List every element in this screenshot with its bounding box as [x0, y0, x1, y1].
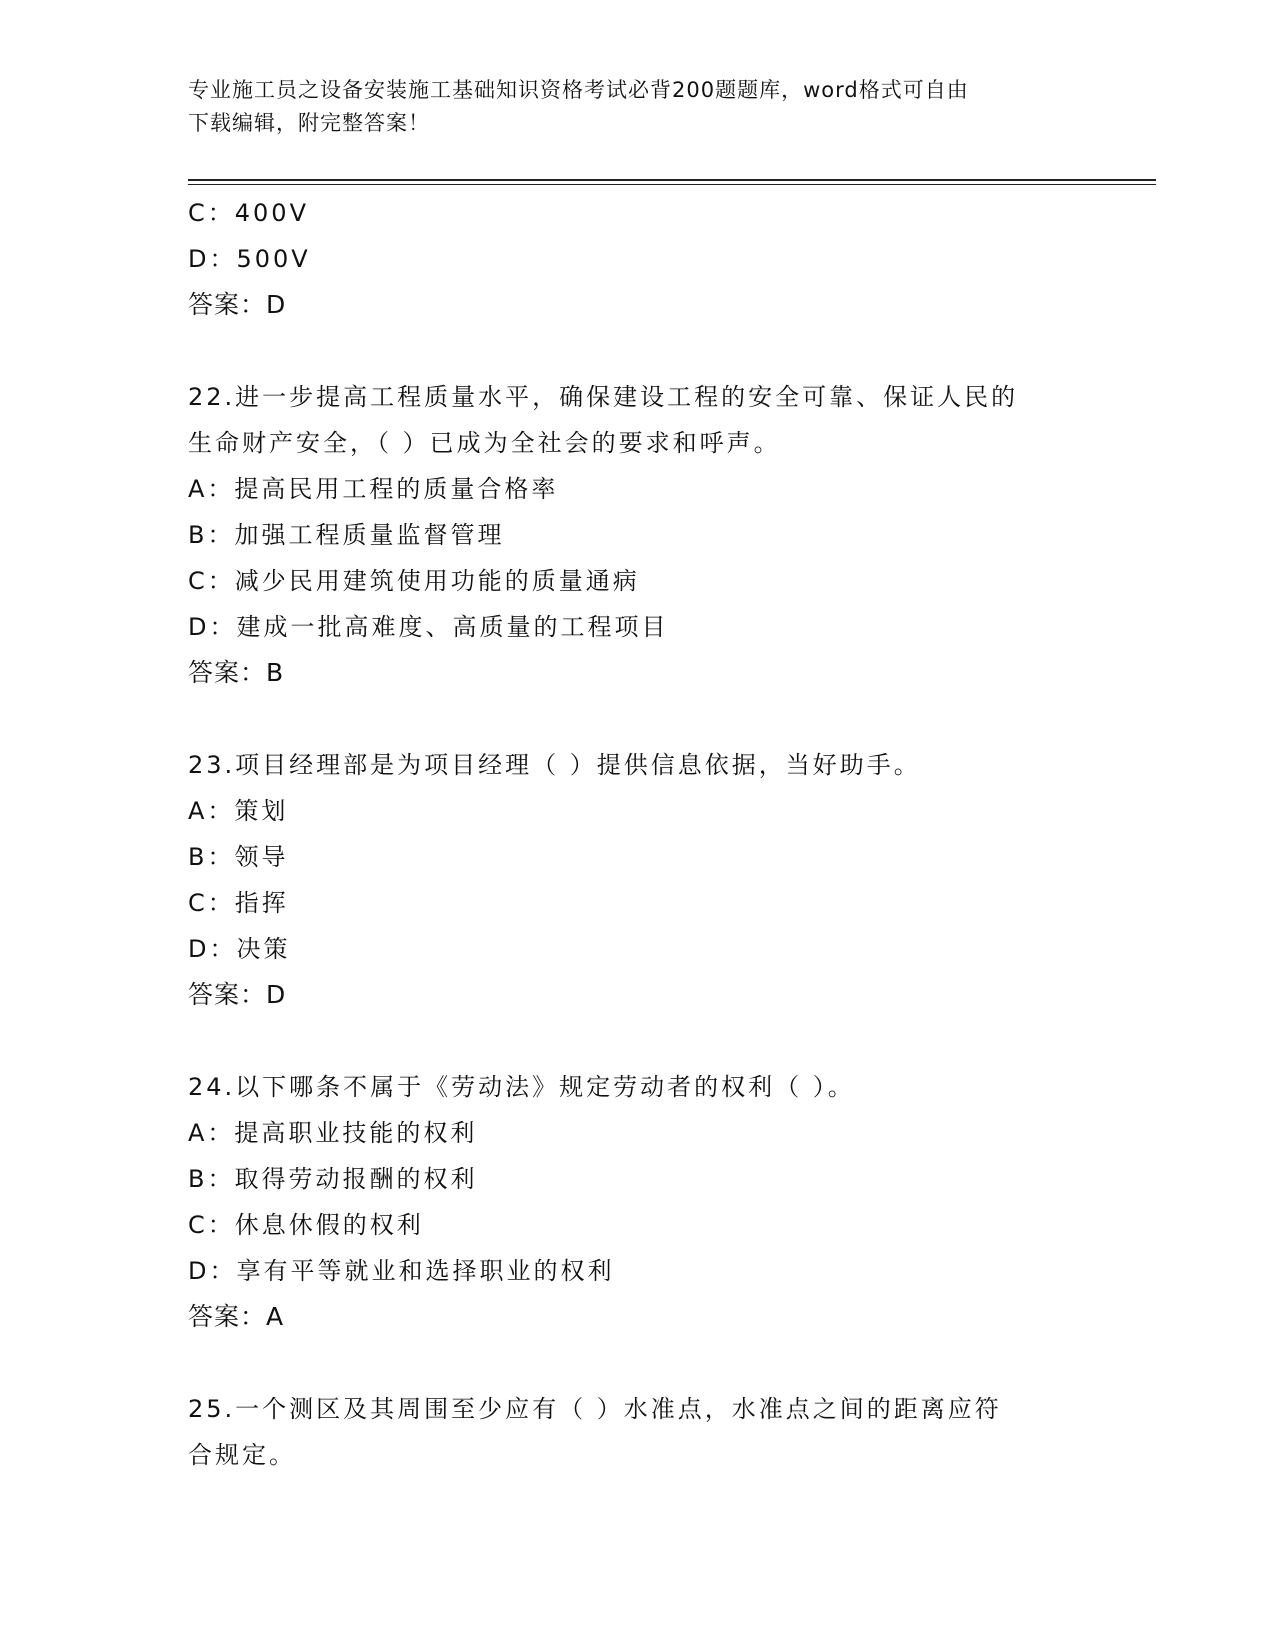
header-divider-thin [188, 184, 1156, 185]
spacer [188, 1340, 1088, 1386]
document-header [188, 74, 1088, 140]
question-stem-line-1: 22.进一步提高工程质量水平，确保建设工程的安全可靠、保证人民的 [188, 383, 1019, 411]
question-stem-line-2: 生命财产安全，（ ）已成为全社会的要求和呼声。 [188, 429, 781, 457]
option-a: A：提高职业技能的权利 [188, 1119, 478, 1147]
spacer [188, 1018, 1088, 1064]
answer: 答案：A [188, 1302, 285, 1331]
answer: 答案：D [188, 290, 287, 319]
question-22 [188, 374, 1088, 696]
answer: 答案：B [188, 658, 285, 687]
question-stem-line-1: 24.以下哪条不属于《劳动法》规定劳动者的权利（ ）。 [188, 1073, 855, 1101]
option-c: C：400V [188, 199, 309, 227]
option-d: D：500V [188, 245, 311, 273]
spacer [188, 696, 1088, 742]
option-d: D：决策 [188, 935, 291, 963]
option-c: C：减少民用建筑使用功能的质量通病 [188, 567, 640, 595]
question-23 [188, 742, 1088, 1018]
option-d: D：建成一批高难度、高质量的工程项目 [188, 613, 669, 641]
answer: 答案：D [188, 980, 287, 1009]
question-25 [188, 1386, 1088, 1478]
option-b: B：取得劳动报酬的权利 [188, 1165, 478, 1193]
question-stem-line-1: 25.一个测区及其周围至少应有（ ）水准点，水准点之间的距离应符 [188, 1395, 1002, 1423]
option-a: A：提高民用工程的质量合格率 [188, 475, 559, 503]
question-24 [188, 1064, 1088, 1340]
header-divider-thick [188, 179, 1156, 181]
question-21-continued [188, 190, 1088, 328]
option-c: C：休息休假的权利 [188, 1211, 424, 1239]
option-c: C：指挥 [188, 889, 289, 917]
question-stem-line-1: 23.项目经理部是为项目经理（ ）提供信息依据，当好助手。 [188, 751, 921, 779]
option-b: B：加强工程质量监督管理 [188, 521, 505, 549]
question-list [188, 190, 1088, 1478]
spacer [188, 328, 1088, 374]
question-stem-line-2: 合规定。 [188, 1441, 296, 1469]
option-b: B：领导 [188, 843, 289, 871]
header-line-2: 下载编辑，附完整答案！ [188, 111, 430, 135]
option-a: A：策划 [188, 797, 289, 825]
header-line-1: 专业施工员之设备安装施工基础知识资格考试必背200题题库，word格式可自由 [188, 78, 969, 102]
option-d: D：享有平等就业和选择职业的权利 [188, 1257, 615, 1285]
